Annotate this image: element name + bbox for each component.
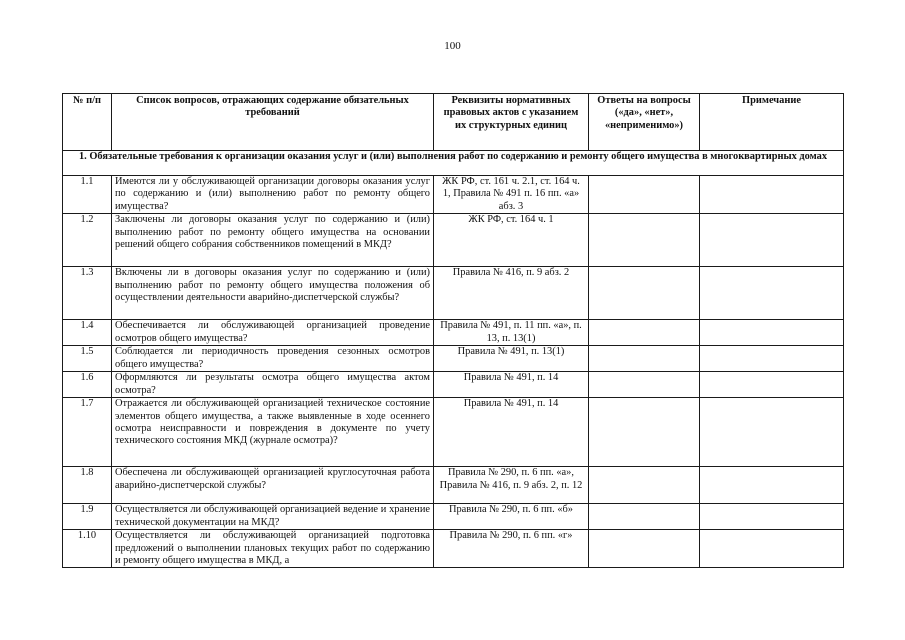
- reference-cell: Правила № 290, п. 6 пп. «а», Правила № 416, п. 9 абз. 2, п. 12: [434, 467, 589, 504]
- row-number: 1.2: [63, 214, 112, 267]
- row-number: 1.9: [63, 504, 112, 530]
- note-cell: [700, 176, 844, 214]
- table-row: [63, 267, 844, 320]
- row-number: 1.10: [63, 530, 112, 568]
- header-refs: Реквизиты нормативных правовых актов с указанием их структурных единиц: [434, 94, 589, 151]
- question-cell: Осуществляется ли обслуживающей организацией ведение и хранение технической документации на МКД?: [112, 504, 434, 530]
- reference-cell: Правила № 491, п. 13(1): [434, 346, 589, 372]
- question-cell: Включены ли в договоры оказания услуг по содержанию и (или) выполнению работ по ремонту общего имущества положения об осуществлении деятельности аварийно-диспетчерской службы?: [112, 267, 434, 320]
- header-answers: Ответы на вопросы («да», «нет», «неприменимо»): [589, 94, 700, 151]
- question-cell: Обеспечена ли обслуживающей организацией круглосуточная работа аварийно-диспетчерской службы?: [112, 467, 434, 504]
- reference-cell: Правила № 491, п. 11 пп. «а», п. 13, п. 13(1): [434, 320, 589, 346]
- row-number: 1.3: [63, 267, 112, 320]
- table-row: [63, 467, 844, 504]
- reference-cell: Правила № 416, п. 9 абз. 2: [434, 267, 589, 320]
- table-row: [63, 398, 844, 467]
- table-row: [63, 214, 844, 267]
- answer-cell: [589, 267, 700, 320]
- section-title: 1. Обязательные требования к организации оказания услуг и (или) выполнения работ по содержанию и ремонту общего имущества в многоквартирных домах: [63, 151, 844, 176]
- question-cell: Имеются ли у обслуживающей организации договоры оказания услуг по содержанию и (или) выполнению работ по ремонту общего имущества?: [112, 176, 434, 214]
- row-number: 1.6: [63, 372, 112, 398]
- note-cell: [700, 320, 844, 346]
- requirements-table: [62, 93, 844, 568]
- header-num: № п/п: [63, 94, 112, 151]
- question-cell: Заключены ли договоры оказания услуг по содержанию и (или) выполнению работ по ремонту общего имущества на основании решений общего собрания собственников помещений в МКД?: [112, 214, 434, 267]
- reference-cell: ЖК РФ, ст. 164 ч. 1: [434, 214, 589, 267]
- page-number: 100: [444, 40, 461, 52]
- answer-cell: [589, 214, 700, 267]
- answer-cell: [589, 398, 700, 467]
- header-row: [63, 94, 844, 151]
- reference-cell: Правила № 290, п. 6 пп. «б»: [434, 504, 589, 530]
- row-number: 1.7: [63, 398, 112, 467]
- note-cell: [700, 504, 844, 530]
- header-notes: Примечание: [700, 94, 844, 151]
- table-row: [63, 346, 844, 372]
- note-cell: [700, 214, 844, 267]
- answer-cell: [589, 467, 700, 504]
- note-cell: [700, 398, 844, 467]
- section-row: [63, 151, 844, 176]
- reference-cell: ЖК РФ, ст. 161 ч. 2.1, ст. 164 ч. 1, Правила № 491 п. 16 пп. «а» абз. 3: [434, 176, 589, 214]
- reference-cell: Правила № 491, п. 14: [434, 398, 589, 467]
- note-cell: [700, 372, 844, 398]
- reference-cell: Правила № 491, п. 14: [434, 372, 589, 398]
- answer-cell: [589, 372, 700, 398]
- header-questions: Список вопросов, отражающих содержание обязательных требований: [112, 94, 434, 151]
- table-row: [63, 320, 844, 346]
- table-row: [63, 372, 844, 398]
- note-cell: [700, 467, 844, 504]
- question-cell: Соблюдается ли периодичность проведения сезонных осмотров общего имущества?: [112, 346, 434, 372]
- answer-cell: [589, 320, 700, 346]
- note-cell: [700, 530, 844, 568]
- answer-cell: [589, 530, 700, 568]
- row-number: 1.1: [63, 176, 112, 214]
- table-row: [63, 530, 844, 568]
- question-cell: Отражается ли обслуживающей организацией техническое состояние элементов общего имущества, а также выявленные в ходе осеннего осмотра неисправности и повреждения в документе по учету технического состояния МКД (журнале осмотра)?: [112, 398, 434, 467]
- table-body: [63, 151, 844, 568]
- note-cell: [700, 346, 844, 372]
- table-row: [63, 504, 844, 530]
- question-cell: Обеспечивается ли обслуживающей организацией проведение осмотров общего имущества?: [112, 320, 434, 346]
- reference-cell: Правила № 290, п. 6 пп. «г»: [434, 530, 589, 568]
- table-row: [63, 176, 844, 214]
- note-cell: [700, 267, 844, 320]
- question-cell: Осуществляется ли обслуживающей организацией подготовка предложений о выполнении плановых текущих работ по содержанию и ремонту общего имущества в МКД, а: [112, 530, 434, 568]
- row-number: 1.4: [63, 320, 112, 346]
- row-number: 1.5: [63, 346, 112, 372]
- table-header: [63, 94, 844, 151]
- answer-cell: [589, 346, 700, 372]
- answer-cell: [589, 176, 700, 214]
- answer-cell: [589, 504, 700, 530]
- question-cell: Оформляются ли результаты осмотра общего имущества актом осмотра?: [112, 372, 434, 398]
- row-number: 1.8: [63, 467, 112, 504]
